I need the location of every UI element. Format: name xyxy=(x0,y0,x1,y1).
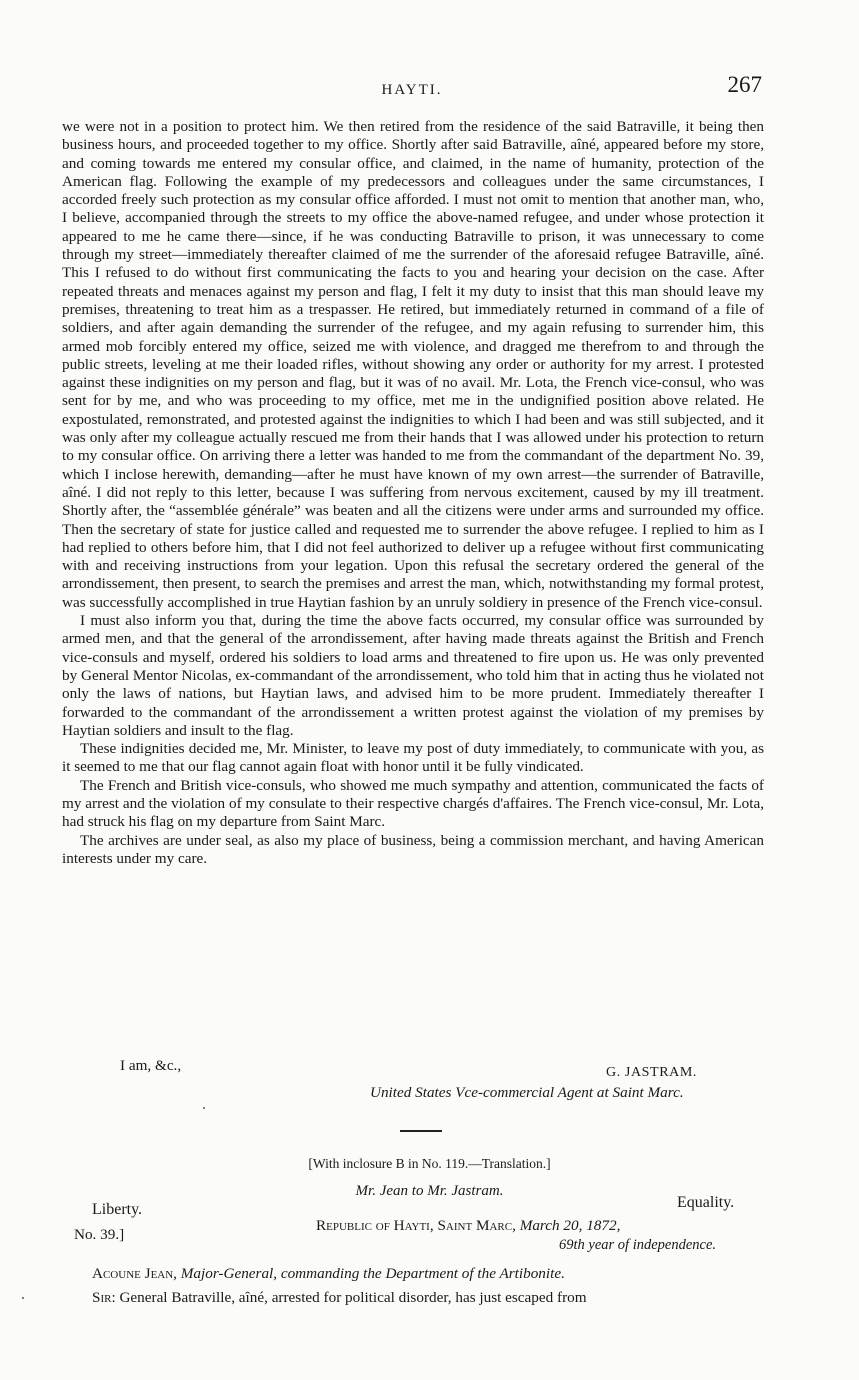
place-date-line xyxy=(316,1217,620,1235)
sender-title: Major-General, commanding the Department of the Artibonite. xyxy=(180,1265,565,1282)
sender-name: Acoune Jean, xyxy=(92,1265,177,1282)
letter-number: No. 39.] xyxy=(74,1226,125,1243)
opening-text: General Batraville, aîné, arrested for political disorder, has just escaped from xyxy=(119,1289,587,1306)
signatory-title: United States Vce-commercial Agent at Saint Marc. xyxy=(370,1084,684,1101)
signatory-name: G. JASTRAM. xyxy=(606,1065,698,1080)
enclosure-note: [With inclosure B in No. 119.—Translation.] xyxy=(308,1156,551,1171)
closing-formula: I am, &c., xyxy=(120,1057,182,1074)
place: Republic of Hayti, Saint Marc, xyxy=(316,1217,516,1234)
running-title: HAYTI. xyxy=(381,82,443,98)
page-number: 267 xyxy=(727,72,762,97)
date: March 20, 1872, xyxy=(519,1217,621,1234)
body-paragraph: we were not in a position to protect him. We then retired from the residence of the said Batraville, it being then business hours, and proceeded together to my office. Shortly after said Batraville, aîné, appeared before my store, and coming towards me entered my consular office, and claimed, in the name of humanity, protection of the American flag. Following the example of my predecessors and colleagues under the same circumstances, I accorded freely such protection as my consular office afforded. I must not omit to mention that another man, who, I believe, accompanied through the streets to my office the above-named refugee, and under whose protection it appeared to me he came there—since, if he was conducting Batraville to prison, it was unnecessary to come through my street—immediately thereafter claimed of me the surrender of the aforesaid refugee Batraville, aîné. This I refused to do without first communicating the facts to you and hearing your decision on the case. After repeated threats and menaces against my person and flag, I felt it my duty to insist that this man should leave my premises, threatening to treat him as a trespasser. He retired, but immediately returned in command of a file of soldiers, and after again demanding the surrender of the refugee, and my again refusing to surrender him, this armed mob forcibly entered my office, seized me with violence, and dragged me therefrom to and through the public streets, leveling at me their loaded rifles, without showing any order or authority for my arrest. I protested against these indignities on my person and flag, but it was of no avail. Mr. Lota, the French vice-consul, who was sent for by me, and who was proceeding to my office, met me in the undignified position above related. He expostulated, remonstrated, and protested against the indignities to which I had been and was still subjected, and it was only after my colleague actually rescued me from their hands that I was allowed under his protection to return to my consular office. On arriving there a letter was handed to me from the commandant of the department No. 39, which I inclose herewith, demanding—after he must have known of my own arrest—the surrender of Batraville, aîné. I did not reply to this letter, because I was suffering from nervous excitement, caused by my ill treatment. Shortly after, the “assemblée générale” was beaten and all the citizens were under arms and surrounded my office. Then the secretary of state for justice called and requested me to surrender the above refugee. I replied to him as I had replied to others before him, that I did not feel authorized to deliver up a refugee without first communicating with and receiving instructions from your legation. Upon this refusal the secretary ordered the general of the arrondissement, then present, to search the premises and arrest the man, which, notwithstanding my formal protest, was successfully accomplished in true Haytian fashion by an unruly soldiery in presence of the French vice-consul. xyxy=(62,118,764,611)
motto-equality: Equality. xyxy=(677,1194,735,1211)
letter-heading: Mr. Jean to Mr. Jastram. xyxy=(355,1183,504,1199)
print-speck xyxy=(22,1297,24,1299)
body-paragraph: These indignities decided me, Mr. Minister, to leave my post of duty immediately, to communicate with you, as it seemed to me that our flag cannot again float with honor until it be fully vindicated. xyxy=(62,740,764,776)
page-header xyxy=(62,72,762,106)
body-paragraph: The French and British vice-consuls, who showed me much sympathy and attention, communicated the facts of my arrest and the violation of my consulate to their respective chargés d'affaires. The French vice-consul, Mr. Lota, had struck his flag on my departure from Saint Marc. xyxy=(62,776,764,831)
sender-line xyxy=(92,1265,565,1283)
motto-liberty: Liberty. xyxy=(92,1201,143,1218)
salutation: Sir: xyxy=(92,1289,116,1306)
letter-opening xyxy=(92,1289,768,1307)
body-paragraph: The archives are under seal, as also my place of business, being a commission merchant, and having American interests under my care. xyxy=(62,831,764,867)
body-paragraph: I must also inform you that, during the time the above facts occurred, my consular office was surrounded by armed men, and that the general of the arrondissement, after having made threats against the British and French vice-consuls and myself, ordered his soldiers to load arms and threatened to fire upon us. He was only prevented by General Mentor Nicolas, ex-commandant of the arrondissement, who told him that in acting thus he violated not only the laws of nations, but Haytian laws, and advised him to be more prudent. Immediately thereafter I forwarded to the commandant of the arrondissement a written protest against the violation of my premises by Haytian soldiers and insult to the flag. xyxy=(62,612,764,739)
letter-body xyxy=(62,118,764,868)
independence-year: 69th year of independence. xyxy=(559,1237,717,1253)
section-divider xyxy=(400,1130,442,1132)
print-speck xyxy=(203,1107,205,1109)
